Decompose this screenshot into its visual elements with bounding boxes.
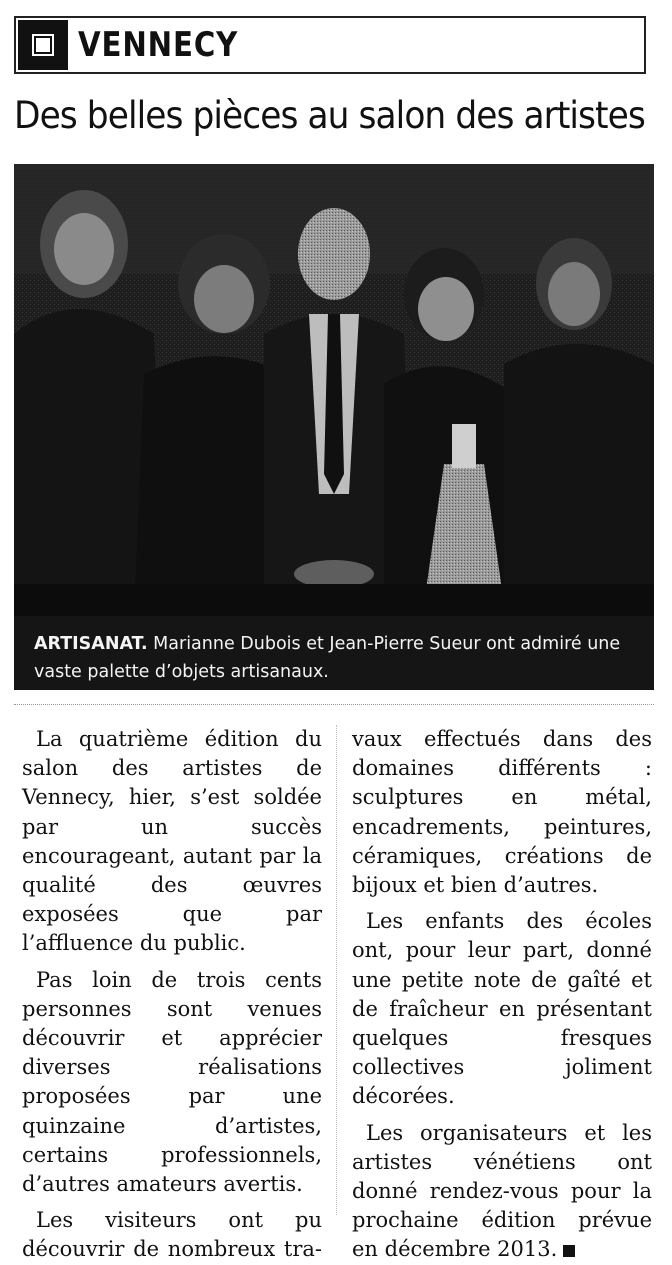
section-band (14, 16, 646, 74)
article-paragraph (352, 1119, 652, 1265)
end-square-icon (563, 1245, 575, 1257)
divider (14, 704, 654, 706)
news-photo (14, 164, 654, 616)
section-title: VENNECY (78, 25, 239, 65)
article-paragraph: La quatrième édition du salon des artistes de Vennecy, hier, s’est soldée par un succès encourageant, autant par la qualité des œuvres exposées que par l’affluence du public. (22, 727, 322, 956)
article-paragraph: Les enfants des écoles ont, pour leur part, donné une petite note de gaîté et de fraîcheur en présentant quelques fresques collectives joliment décorées. (352, 909, 652, 1109)
photo-caption (14, 616, 654, 690)
square-bullet-icon (18, 20, 68, 70)
article-paragraph: vaux effectués dans des domaines différents : sculptures en métal, encadrements, peintures, céramiques, créations de bijoux et bien d’autres. (352, 727, 652, 898)
article-paragraph: Pas loin de trois cents personnes sont venues découvrir et apprécier diverses réalisations proposées par une quinzaine d’artistes, certains professionnels, d’autres amateurs avertis. (22, 967, 322, 1197)
closing-text: Les organisateurs et les artistes vénétiens ont donné rendez-vous pour la prochaine édition prévue en décembre 2013. (352, 1120, 652, 1262)
caption-kicker: ARTISANAT. (34, 634, 148, 654)
article-paragraph: Les visiteurs ont pu découvrir de nombreux tra- (22, 1208, 322, 1262)
column-separator (336, 725, 338, 1215)
headline: Des belles pièces au salon des artistes (14, 94, 645, 137)
caption-text: Marianne Dubois et Jean-Pierre Sueur ont admiré une vaste palette d’objets artisanaux. (34, 634, 621, 682)
article-column-right (352, 725, 652, 1265)
article-column-left (22, 725, 322, 1265)
